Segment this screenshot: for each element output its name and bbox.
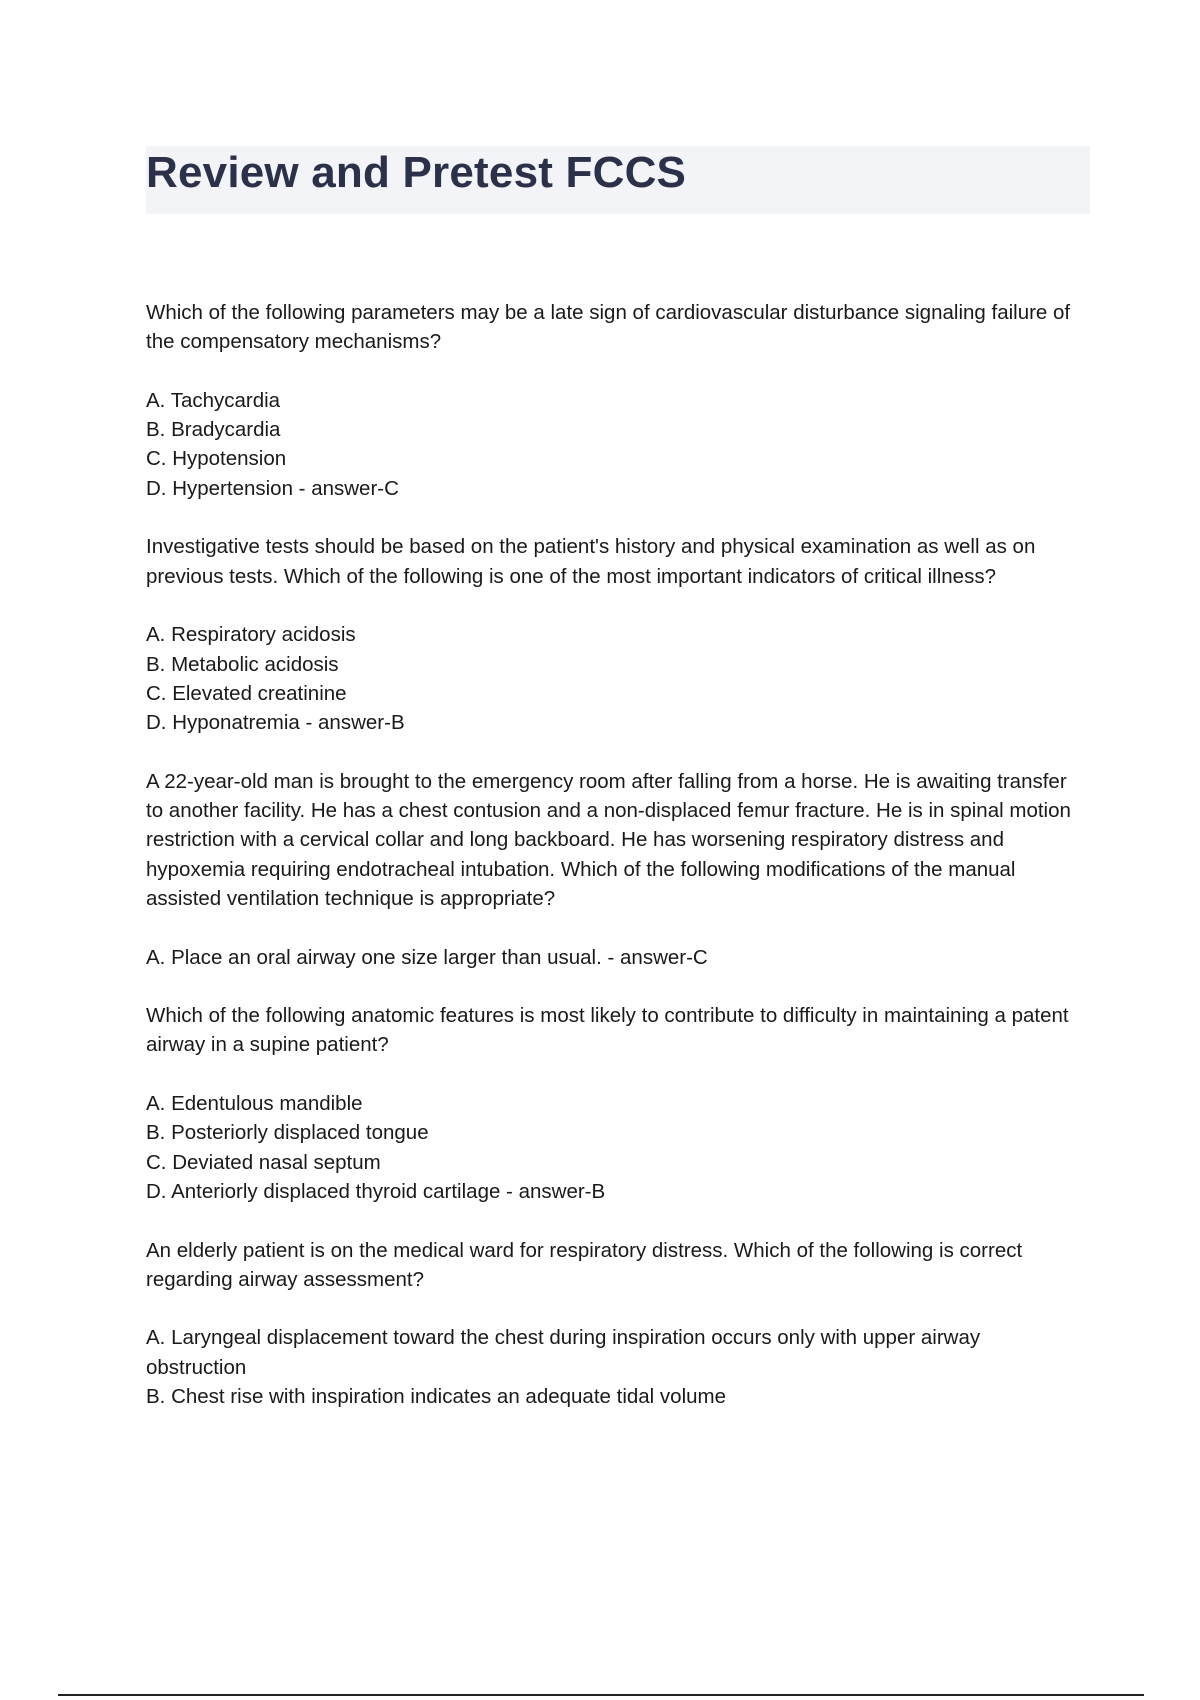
- question-options-1: [146, 386, 1086, 503]
- question-text: Which of the following anatomic features is most likely to contribute to difficulty in maintaining a patent airway in a supine patient?: [146, 1004, 1069, 1057]
- option-item: D. Hypertension - answer-C: [146, 476, 399, 500]
- page-title: Review and Pretest FCCS: [146, 148, 687, 197]
- question-stem-1: [146, 298, 1086, 357]
- option-item: D. Hyponatremia - answer-B: [146, 711, 405, 735]
- question-options-5: [146, 1323, 1086, 1411]
- question-options-2: [146, 620, 1086, 737]
- option-item: B. Metabolic acidosis: [146, 652, 339, 676]
- option-item: A. Respiratory acidosis: [146, 623, 356, 647]
- question-stem-3: [146, 767, 1086, 913]
- option-item: B. Posteriorly displaced tongue: [146, 1121, 429, 1145]
- option-item: C. Elevated creatinine: [146, 681, 347, 705]
- option-item: C. Deviated nasal septum: [146, 1150, 381, 1174]
- question-options-4: [146, 1089, 1086, 1206]
- option-item: C. Hypotension: [146, 447, 287, 471]
- option-item: B. Chest rise with inspiration indicates an adequate tidal volume: [146, 1384, 727, 1408]
- option-item: A. Edentulous mandible: [146, 1092, 363, 1116]
- question-options-3: [146, 943, 1086, 972]
- question-text: A 22-year-old man is brought to the emergency room after falling from a horse. He is awaiting transfer to another facility. He has a chest contusion and a non-displaced femur fracture. He is in spinal motion restriction with a cervical collar and long backboard. He has worsening respiratory distress and hypoxemia requiring endotracheal intubation. Which of the following modifications of the manual assisted ventilation technique is appropriate?: [146, 769, 1071, 910]
- option-item: A. Tachycardia: [146, 388, 281, 412]
- question-stem-4: [146, 1001, 1086, 1060]
- question-text: Which of the following parameters may be a late sign of cardiovascular disturbance signaling failure of the compensatory mechanisms?: [146, 301, 1071, 354]
- option-item: A. Laryngeal displacement toward the chest during inspiration occurs only with upper airway obstruction: [146, 1326, 981, 1379]
- option-item: A. Place an oral airway one size larger than usual. - answer-C: [146, 945, 708, 969]
- question-stem-5: [146, 1236, 1086, 1295]
- option-item: B. Bradycardia: [146, 418, 281, 442]
- question-text: An elderly patient is on the medical ward for respiratory distress. Which of the following is correct regarding airway assessment?: [146, 1238, 1023, 1291]
- question-stem-2: [146, 532, 1086, 591]
- footer-rule: [58, 1694, 1144, 1696]
- question-text: Investigative tests should be based on the patient's history and physical examination as well as on previous tests. Which of the following is one of the most important indicators of critical illness?: [146, 535, 1036, 588]
- question-list: [146, 298, 1086, 1441]
- option-item: D. Anteriorly displaced thyroid cartilage - answer-B: [146, 1179, 606, 1203]
